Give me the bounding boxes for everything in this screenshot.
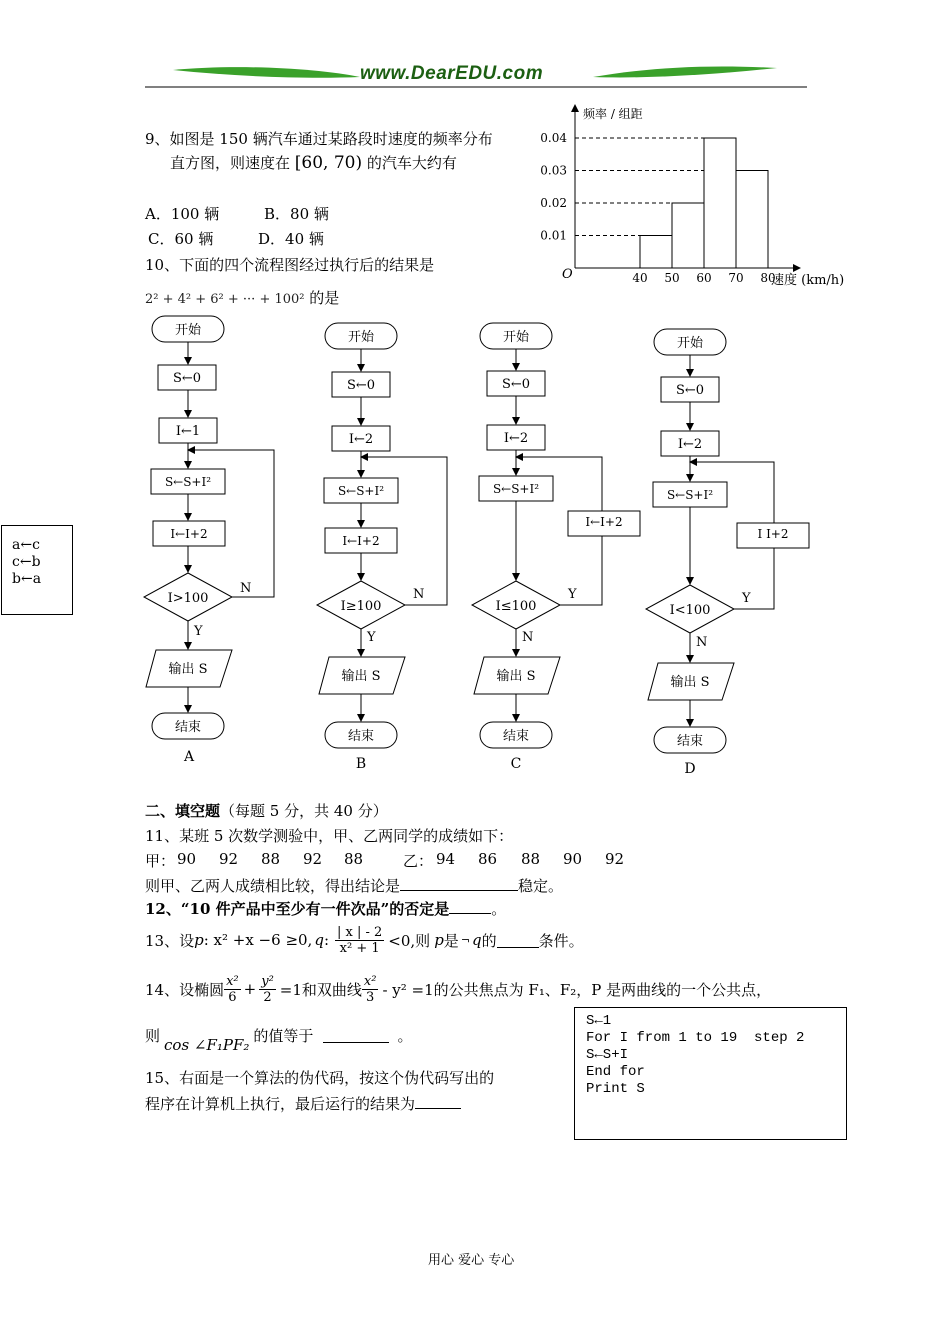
- swap-line-2: c←b: [12, 554, 41, 570]
- q11-line3-start: 则甲、乙两人成绩相比较，得出结论是: [145, 877, 401, 895]
- q13-numerator: | x | - 2: [337, 924, 383, 940]
- code-line: S←1: [586, 1013, 612, 1029]
- swap-line-3: b←a: [12, 571, 42, 587]
- q9-line1: 9、如图是 150 辆汽车通过某路段时速度的频率分布: [145, 130, 493, 148]
- q11-yi-label: 乙：: [403, 852, 434, 870]
- a-yes: Y: [194, 624, 203, 639]
- q14-line2-start: 则: [145, 1026, 161, 1045]
- header-logo: [145, 60, 807, 90]
- q11-yi-score: 88: [521, 850, 541, 868]
- q11-yi-score: 86: [478, 850, 498, 868]
- q13-cond2: <0,则: [388, 931, 431, 950]
- q13-fraction: [335, 925, 384, 956]
- c-caption: C: [510, 756, 522, 772]
- q14-plus: +: [243, 980, 257, 998]
- b-init-i-label: I←2: [348, 432, 374, 447]
- y-tick-label: 0.04: [540, 131, 567, 145]
- a-init-s-label: S←0: [172, 371, 202, 386]
- q11-yi-score: 92: [605, 850, 625, 868]
- q13: 13、设 p : x² +x −6 ≥0, q : $\frac{| x | - 2}{\text{x² + 1}}$ <0,则 p 是 ¬ q 的 条件。: [145, 924, 584, 956]
- q11-jia-score: 90: [177, 850, 197, 868]
- q14-frac2-num: y²: [261, 973, 274, 989]
- section-2-title: 二、填空题: [145, 802, 221, 820]
- q11-yi-score: 90: [563, 850, 583, 868]
- q14-frac1-den: 6: [228, 989, 237, 1005]
- q11-jia-score: 88: [344, 850, 364, 868]
- flowchart-b: [317, 323, 447, 772]
- x-tick-label: 50: [664, 271, 680, 285]
- b-no: N: [413, 587, 425, 602]
- q13-p: p: [194, 931, 204, 949]
- d-init-i-label: I←2: [677, 437, 703, 452]
- d-init-s-label: S←0: [675, 383, 705, 398]
- c-inc-label: I←I+2: [585, 515, 623, 529]
- b-caption: B: [355, 756, 367, 772]
- d-caption: D: [684, 761, 696, 777]
- q12-text: 12、“10 件产品中至少有一件次品”的否定是: [145, 900, 450, 918]
- histogram-bar: [640, 236, 672, 269]
- a-cond-label: I>100: [167, 591, 209, 606]
- q10-line1: 10、下面的四个流程图经过执行后的结果是: [145, 256, 435, 274]
- y-tick-label: 0.03: [540, 163, 567, 178]
- q13-start: 13、设: [145, 931, 195, 950]
- b-inc-label: I←I+2: [342, 534, 380, 548]
- d-no: N: [696, 635, 708, 650]
- q14-frac3: [362, 974, 379, 1005]
- q9-line2-end: 的汽车大约有: [366, 154, 457, 172]
- q13-q2: q: [472, 931, 482, 949]
- d-start-label: 开始: [676, 336, 704, 351]
- x-tick-label: 40: [632, 271, 648, 285]
- q11-yi-score: 94: [436, 850, 456, 868]
- q12-answer-blank[interactable]: [449, 899, 491, 914]
- q9-option-d: D．40 辆: [258, 230, 324, 248]
- q13-q: q: [314, 931, 324, 949]
- a-sum-label: S←S+I²: [164, 475, 212, 489]
- d-inc-label: I I+2: [757, 527, 789, 541]
- q14-line2: [145, 1018, 412, 1052]
- logo-text: www.DearEDU.com: [360, 63, 544, 84]
- q14-frac1-num: x²: [226, 973, 239, 989]
- code-line: Print S: [586, 1081, 645, 1097]
- y-axis-label: 频率 / 组距: [583, 107, 643, 121]
- flowchart-a: [144, 316, 274, 765]
- q9-line2-text: 直方图，则速度在: [170, 154, 291, 172]
- y-tick-label: 0.02: [540, 196, 567, 210]
- q10-line2: [145, 287, 339, 308]
- x-tick-label: 80: [760, 271, 776, 285]
- q12: [145, 898, 506, 919]
- histogram-bar: [736, 171, 768, 269]
- c-sum-label: S←S+I²: [492, 482, 540, 496]
- q14-frac3-num: x²: [363, 973, 377, 989]
- a-output-label: 输出 S: [168, 662, 208, 677]
- a-end-label: 结束: [174, 720, 202, 735]
- q14-frac2: [259, 974, 276, 1005]
- b-cond-label: I≥100: [340, 599, 382, 614]
- q11-line3-end: 稳定。: [518, 877, 564, 895]
- q14-line2-end: 的值等于: [253, 1026, 314, 1045]
- a-caption: A: [183, 749, 195, 765]
- section-2-note: （每题 5 分，共 40 分）: [220, 802, 388, 820]
- pseudocode-box: [574, 1007, 847, 1140]
- a-init-i-label: I←1: [175, 424, 201, 439]
- b-start-label: 开始: [347, 330, 375, 345]
- q13-cond1: : x² +x −6 ≥0,: [203, 931, 313, 949]
- d-end-label: 结束: [676, 734, 704, 749]
- flowchart-d: [646, 329, 809, 777]
- a-inc-label: I←I+2: [170, 527, 208, 541]
- q13-p2: p: [434, 931, 444, 949]
- d-inc-text: I+2: [766, 527, 789, 541]
- x-tick-label: 70: [728, 271, 744, 285]
- q14-answer-blank[interactable]: [323, 1028, 389, 1043]
- q14-eq1: =1和双曲线: [279, 980, 362, 999]
- q13-end: 条件。: [538, 931, 584, 950]
- q14-frac1: [224, 974, 241, 1005]
- q13-denominator: x² + 1: [339, 940, 380, 956]
- q15-line1: 15、右面是一个算法的伪代码，按这个伪代码写出的: [145, 1069, 495, 1087]
- q11-line3: [145, 875, 563, 896]
- q11-line1: 11、某班 5 次数学测验中，甲、乙两同学的成绩如下：: [145, 827, 514, 845]
- frequency-histogram: [535, 98, 865, 298]
- flowchart-c: [472, 323, 640, 772]
- q13-neg: ¬: [460, 933, 471, 947]
- b-end-label: 结束: [347, 729, 375, 744]
- q11-jia-score: 88: [261, 850, 281, 868]
- x-tick-label: 60: [696, 271, 712, 285]
- c-cond-label: I≤100: [495, 599, 537, 614]
- q11-scores: [145, 850, 645, 870]
- q11-jia-score: 92: [219, 850, 239, 868]
- q14-frac2-den: 2: [263, 989, 272, 1005]
- a-start-label: 开始: [174, 323, 202, 338]
- q14-period: 。: [397, 1026, 413, 1045]
- q15-answer-blank[interactable]: [415, 1094, 461, 1109]
- q12-end: 。: [491, 900, 507, 918]
- q14-line1: [145, 966, 771, 1012]
- histogram-bar: [704, 138, 736, 268]
- q11-jia-label: 甲：: [145, 852, 176, 870]
- footer-text: 用心 爱心 专心: [428, 1253, 515, 1268]
- q14-minus: - y² =1的公共焦点为 F₁、F₂，P 是两曲线的一个公共点，: [382, 980, 772, 999]
- b-sum-label: S←S+I²: [337, 484, 385, 498]
- b-init-s-label: S←0: [346, 378, 376, 393]
- q9-interval: [60, 70): [294, 153, 363, 173]
- q11-answer-blank[interactable]: [400, 876, 518, 891]
- code-line: End for: [586, 1064, 645, 1080]
- q15-line2: [145, 1093, 461, 1114]
- swap-box: [1, 525, 73, 615]
- q14-cos: cos ∠F₁PF₂: [164, 1036, 250, 1054]
- swap-line-1: a←c: [12, 537, 40, 553]
- origin-label: O: [562, 267, 573, 282]
- q10-expr-end: 的是: [309, 289, 340, 307]
- q14-start: 14、设椭圆: [145, 980, 225, 999]
- q15-line2-text: 程序在计算机上执行，最后运行的结果为: [145, 1095, 416, 1113]
- c-no: N: [522, 630, 534, 645]
- q9-option-a: A．100 辆: [145, 205, 220, 223]
- flowcharts: [140, 310, 950, 780]
- q9-line2: [170, 152, 457, 173]
- c-yes: Y: [568, 587, 577, 602]
- q9-option-c: C．60 辆: [148, 230, 214, 248]
- section-2-heading: [145, 800, 388, 821]
- q10-expr: 2² + 4² + 6² + ··· + 100²: [145, 292, 305, 307]
- code-line: S←S+I: [586, 1047, 629, 1063]
- c-init-i-label: I←2: [503, 431, 529, 446]
- q14-frac3-den: 3: [366, 989, 375, 1005]
- c-output-label: 输出 S: [496, 669, 536, 684]
- c-start-label: 开始: [502, 330, 530, 345]
- d-output-label: 输出 S: [670, 675, 710, 690]
- c-end-label: 结束: [502, 729, 530, 744]
- b-output-label: 输出 S: [341, 669, 381, 684]
- d-sum-label: S←S+I²: [666, 488, 714, 502]
- q13-of: 的: [481, 931, 497, 950]
- a-no: N: [240, 581, 252, 596]
- x-axis-label: 速度 (km/h): [771, 273, 845, 288]
- histogram-bar: [672, 203, 704, 268]
- q9-option-b: B．80 辆: [264, 205, 329, 223]
- q13-is: 是: [443, 931, 459, 950]
- q11-jia-score: 92: [303, 850, 323, 868]
- code-line: For I from 1 to 19 step 2: [586, 1030, 805, 1046]
- y-tick-label: 0.01: [540, 228, 567, 243]
- b-yes: Y: [367, 630, 376, 645]
- d-yes: Y: [742, 591, 751, 606]
- c-init-s-label: S←0: [501, 377, 531, 392]
- d-cond-label: I<100: [669, 603, 711, 618]
- q13-answer-blank[interactable]: [497, 933, 539, 948]
